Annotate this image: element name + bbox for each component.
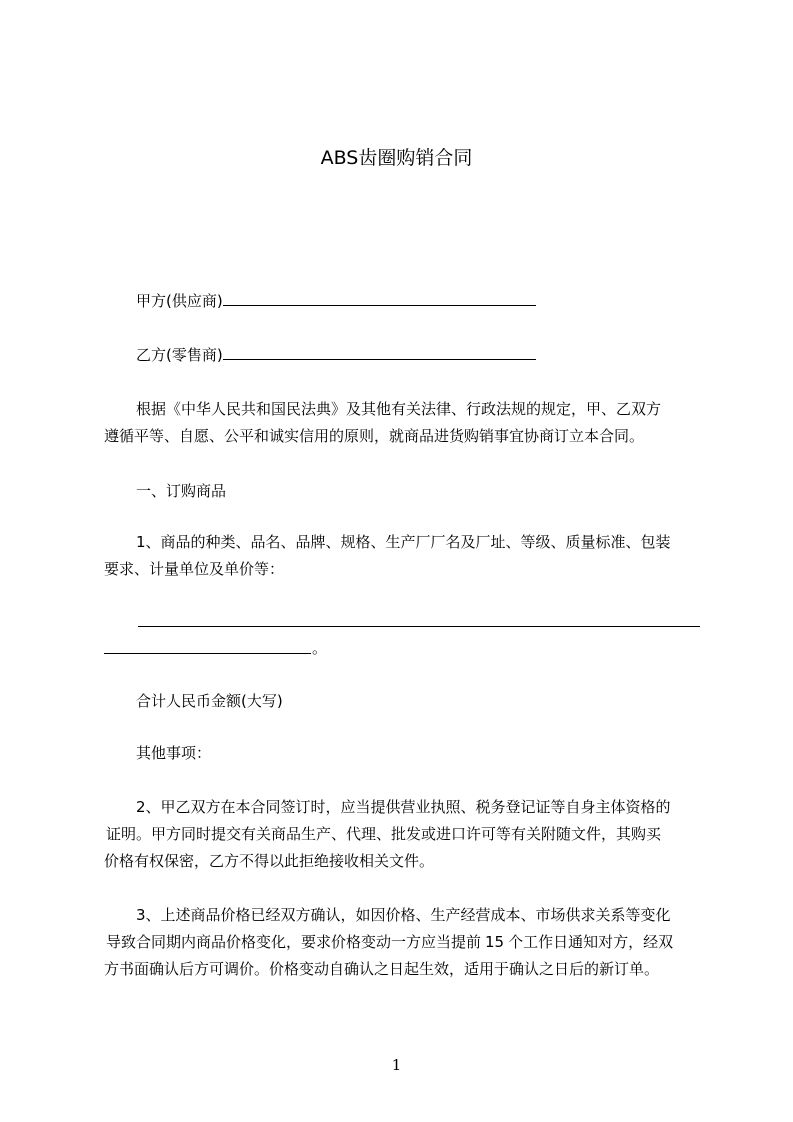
- notice-days: 15: [485, 933, 505, 951]
- party-a-line: [136, 290, 536, 311]
- clause-2-line-1: 2、甲乙双方在本合同签订时，应当提供营业执照、税务登记证等自身主体资格的: [136, 798, 671, 816]
- page-number: 1: [391, 1056, 402, 1074]
- clause-2-line-3: 价格有权保密，乙方不得以此拒绝接收相关文件。: [104, 852, 435, 870]
- clause-3-line-2: [106, 932, 673, 952]
- clause-3-line-2-b: 个工作日通知对方，经双: [508, 933, 674, 951]
- section-heading: 一、订购商品: [136, 482, 227, 500]
- party-b-blank[interactable]: [223, 344, 536, 360]
- intro-line-1: 根据《中华人民共和国民法典》及其他有关法律、行政法规的规定，甲、乙双方: [136, 400, 662, 418]
- party-b-line: [136, 344, 536, 365]
- other-matters-label: 其他事项：: [136, 744, 212, 762]
- fill-in-end-mark: 。: [312, 639, 328, 657]
- clause-3-line-1: 3、上述商品价格已经双方确认，如因价格、生产经营成本、市场供求关系等变化: [136, 906, 671, 924]
- fill-in-line-2[interactable]: [104, 653, 311, 654]
- clause-3-line-2-a: 导致合同期内商品价格变化，要求价格变动一方应当提前: [106, 933, 482, 951]
- clause-1-line-2: 要求、计量单位及单价等：: [104, 560, 285, 578]
- fill-in-line-1[interactable]: [138, 626, 700, 627]
- total-amount-label: 合计人民币金额(大写): [136, 692, 283, 710]
- party-b-label: 乙方(零售商): [136, 346, 223, 364]
- party-a-label: 甲方(供应商): [136, 292, 223, 310]
- clause-3-line-3: 方书面确认后方可调价。价格变动自确认之日起生效，适用于确认之日后的新订单。: [104, 960, 660, 978]
- clause-1-line-1: 1、商品的种类、品名、品牌、规格、生产厂厂名及厂址、等级、质量标准、包装: [136, 533, 671, 551]
- party-a-blank[interactable]: [223, 290, 536, 306]
- document-title: ABS齿圈购销合同: [320, 147, 473, 169]
- clause-2-line-2: 证明。甲方同时提交有关商品生产、代理、批发或进口许可等有关附随文件，其购买: [106, 825, 662, 843]
- intro-line-2: 遵循平等、自愿、公平和诚实信用的原则，就商品进货购销事宜协商订立本合同。: [104, 427, 645, 445]
